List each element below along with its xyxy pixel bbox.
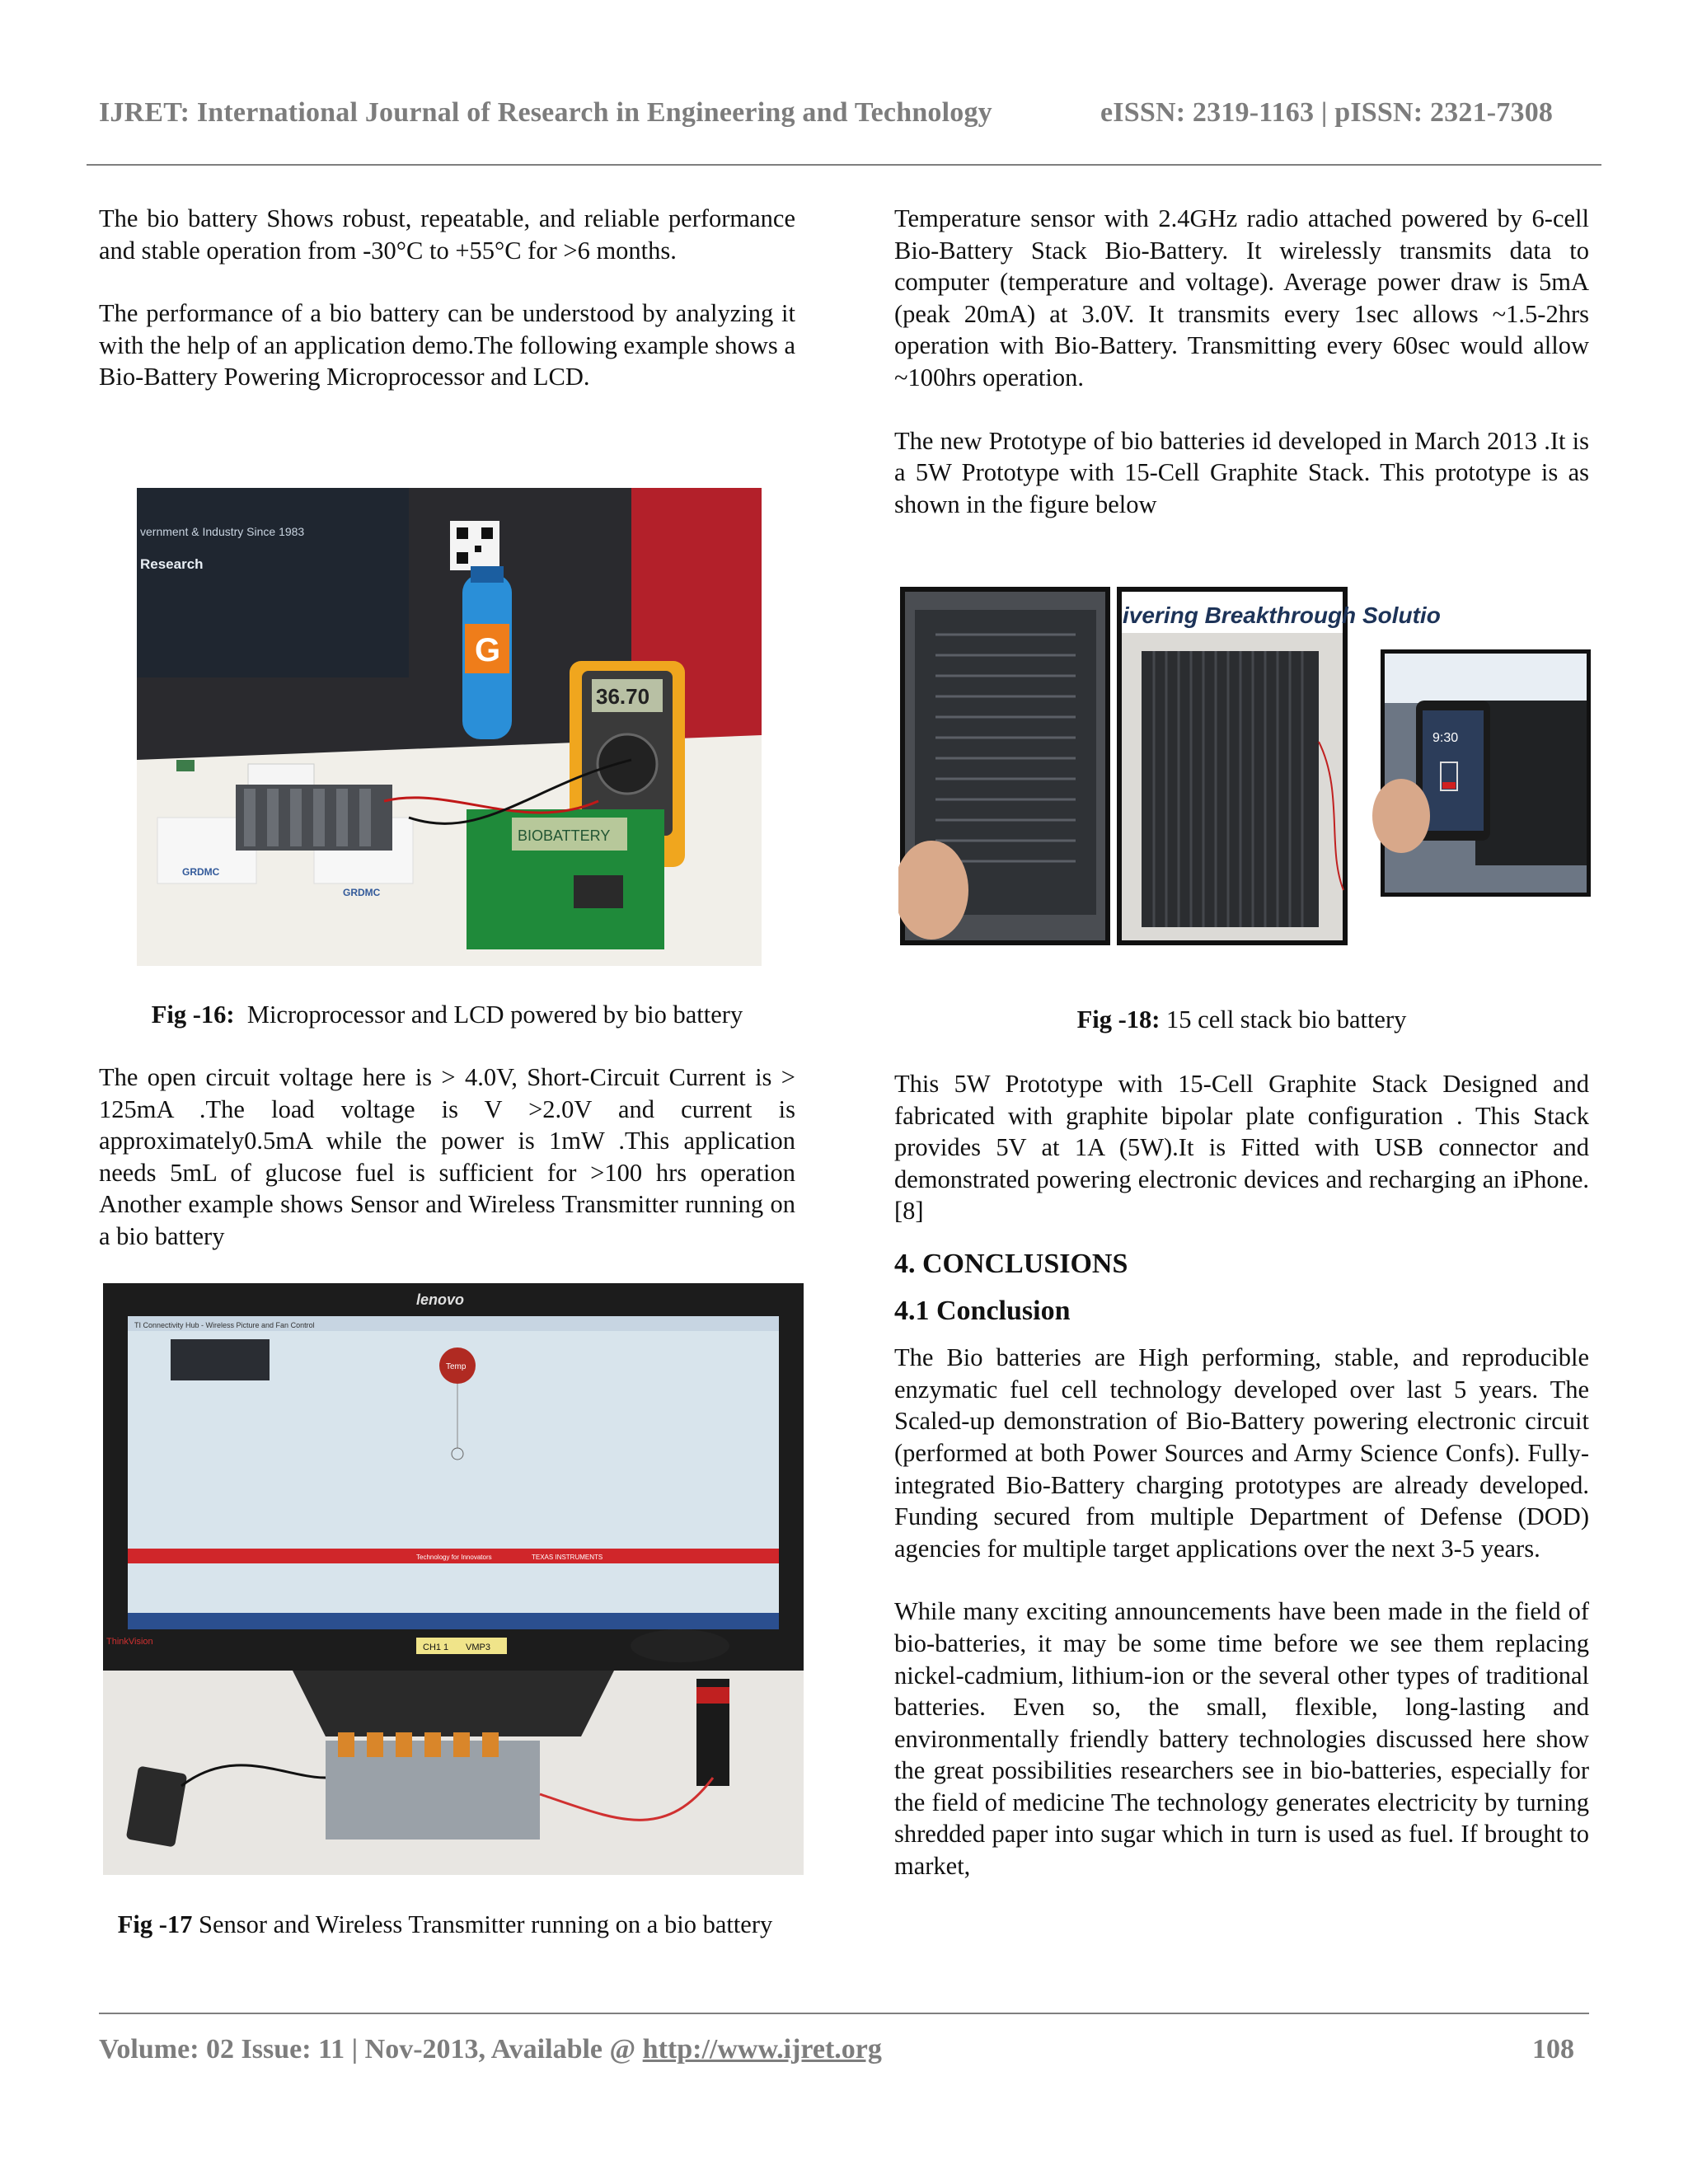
bottle-logo: G <box>475 632 501 668</box>
banner-text: Research <box>140 556 204 572</box>
header-rule <box>87 164 1601 166</box>
subsection-heading: 4.1 Conclusion <box>894 1295 1071 1326</box>
right-column-bottom <box>894 1068 1589 1914</box>
paragraph: This 5W Prototype with 15-Cell Graphite Stack Designed and fabricated with graphite bipolar plate configuration . This Stack provides 5V at 1A (5W).It is Fitted with USB connector and demonstrated powering electronic devices and recharging an iPhone.[8] <box>894 1070 1589 1226</box>
figure-18-caption <box>894 1004 1589 1036</box>
monitor-brand: lenovo <box>416 1291 465 1308</box>
section-heading: 4. CONCLUSIONS <box>894 1248 1128 1279</box>
bottom-bar-brand: TEXAS INSTRUMENTS <box>532 1554 603 1561</box>
figure-17-photo <box>103 1283 804 1875</box>
issn-info: eISSN: 2319-1163 | pISSN: 2321-7308 <box>1100 97 1554 128</box>
footer-rule <box>99 2013 1589 2014</box>
paragraph: The new Prototype of bio batteries id developed in March 2013 .It is a 5W Prototype with 15-Cell Graphite Stack. This prototype is as shown in the figure below <box>894 426 1589 518</box>
figure-17-caption <box>115 1909 775 1941</box>
microprocessor-demo-image <box>137 488 762 966</box>
page-number: 108 <box>1532 2034 1574 2064</box>
figure-18-photo <box>898 577 1591 956</box>
figure-16-caption <box>99 999 795 1031</box>
stand-label: CH1 1 <box>423 1643 449 1652</box>
banner-text: vernment & Industry Since 1983 <box>140 525 305 538</box>
phone-time: 9:30 <box>1432 731 1459 745</box>
left-column-middle <box>99 1062 795 1284</box>
figure-16-photo <box>137 488 762 966</box>
right-column-top <box>894 203 1589 551</box>
paragraph: The open circuit voltage here is > 4.0V, Short-Circuit Current is > 125mA .The load voltage is V >2.0V and current is approximately0.5mA while the power is 1mW .This application needs 5mL of glucose fuel is sufficient for >100 hrs operation Another example shows Sensor and Wireless Transmitter running on a bio battery <box>99 1063 795 1250</box>
caption-label: Fig -18: <box>1076 1005 1160 1033</box>
running-footer <box>99 2034 1574 2065</box>
paragraph: The Bio batteries are High performing, stable, and reproducible enzymatic fuel cell technology developed over last 5 years. The Scaled-up demonstration of Bio-Battery powering electronic circuit (performed at both Power Sources and Army Science Confs). Fully-integrated Bio-Battery charging prototypes are already developed. Funding secured from multiple Department of Defense (DOD) agencies for multiple target applications over the next 3-5 years. <box>894 1343 1589 1563</box>
journal-title: IJRET: International Journal of Research in Engineering and Technology <box>99 97 992 128</box>
left-column-top <box>99 203 795 424</box>
paragraph: The bio battery Shows robust, repeatable, and reliable performance and stable operation from -30°C to +55°C for >6 months. <box>99 204 795 265</box>
running-header <box>99 97 1589 129</box>
node-label: Temp <box>446 1362 467 1371</box>
caption-label: Fig -16: <box>151 1001 235 1029</box>
lcd-display: BIOBATTERY <box>518 827 611 844</box>
base-label: GRDMC <box>343 887 381 898</box>
caption-text: Microprocessor and LCD powered by bio battery <box>246 1001 743 1029</box>
journal-link[interactable]: http://www.ijret.org <box>642 2034 882 2064</box>
caption-label: Fig -17 <box>117 1910 193 1938</box>
volume-info: Volume: 02 Issue: 11 | Nov-2013, Available @ <box>99 2034 643 2064</box>
bottom-bar-text: Technology for Innovators <box>416 1554 492 1561</box>
paragraph: The performance of a bio battery can be understood by analyzing it with the help of an application demo.The following example shows a Bio-Battery Powering Microprocessor and LCD. <box>99 299 795 391</box>
bezel-brand: ThinkVision <box>106 1637 153 1647</box>
base-label: GRDMC <box>182 866 220 878</box>
paragraph: Temperature sensor with 2.4GHz radio attached powered by 6-cell Bio-Battery Stack Bio-Battery. It wirelessly transmits data to computer (temperature and voltage). Average power draw is 5mA (peak 20mA) at 3.0V. It transmits every 1sec allows ~1.5-2hrs operation with Bio-Battery. Transmitting every 60sec would allow ~100hrs operation. <box>894 204 1589 391</box>
graphite-stack-images <box>898 577 1591 956</box>
screen-title: TI Connectivity Hub - Wireless Picture and Fan Control <box>134 1321 315 1329</box>
paragraph: While many exciting announcements have been made in the field of bio-batteries, it may be some time before we see them replacing nickel-cadmium, lithium-ion or the several other types of traditional batteries. Even so, the small, flexible, long-lasting and environmentally friendly battery technologies discussed here show the great possibilities researchers see in bio-batteries, especially for the field of medicine The technology generates electricity by turning shredded paper into sugar which in turn is used as fuel. If brought to market, <box>894 1597 1589 1881</box>
sensor-transmitter-demo-image <box>103 1283 804 1875</box>
caption-text: 15 cell stack bio battery <box>1166 1005 1407 1033</box>
caption-text: Sensor and Wireless Transmitter running on a bio battery <box>199 1910 773 1938</box>
stand-label: VMP3 <box>466 1643 490 1652</box>
banner-text: ivering Breakthrough Solutio <box>1123 602 1441 628</box>
meter-display: 36.70 <box>596 684 650 709</box>
